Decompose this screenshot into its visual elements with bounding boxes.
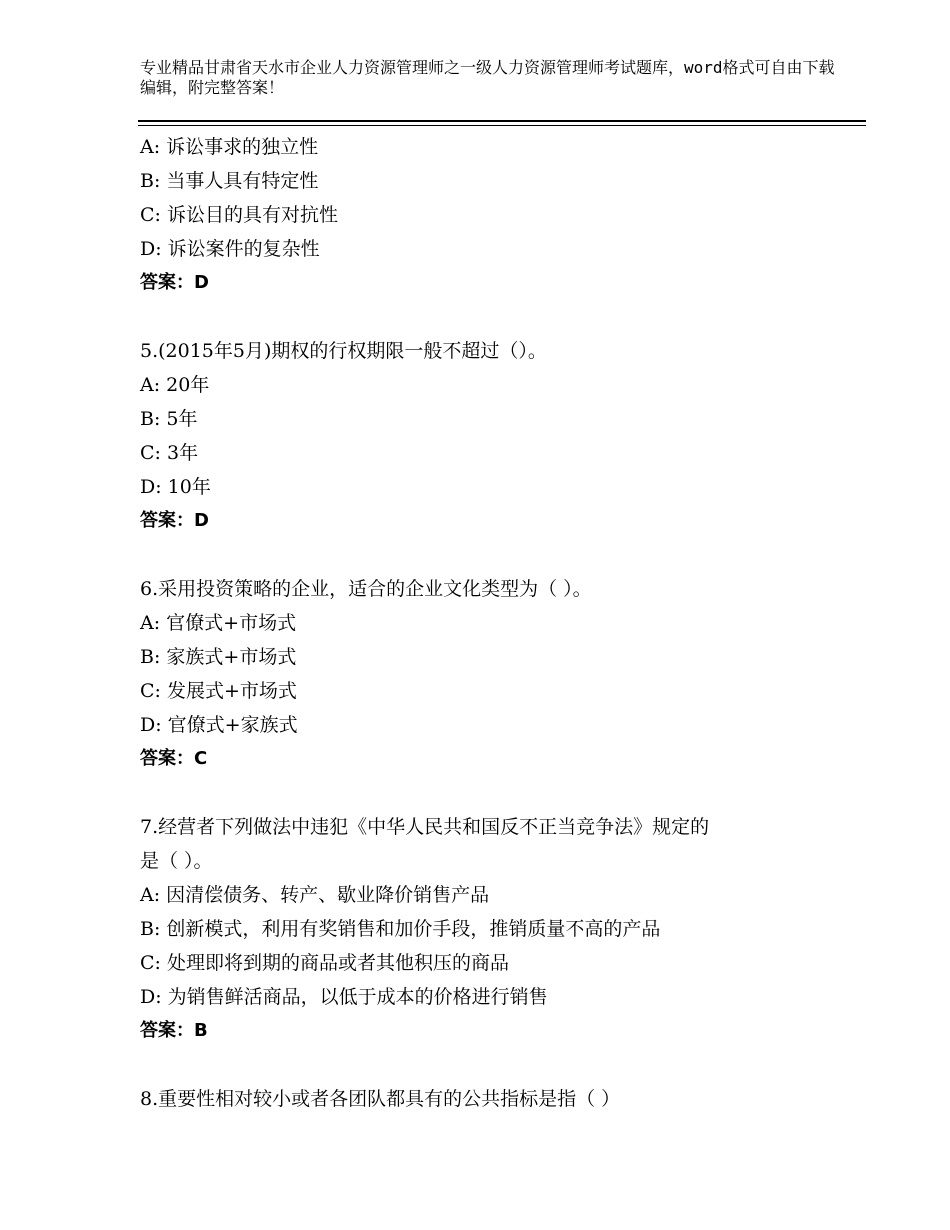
option-c: C: 3年 — [140, 442, 199, 464]
option-a: A: 20年 — [140, 374, 210, 396]
spacer — [140, 776, 840, 810]
question-stem: 6.采用投资策略的企业，适合的企业文化类型为（ ）。 — [140, 578, 592, 600]
spacer — [140, 300, 840, 334]
question-6 — [140, 572, 840, 776]
question-5 — [140, 334, 840, 538]
answer-label: 答案：D — [140, 510, 209, 531]
option-c: C: 诉讼目的具有对抗性 — [140, 204, 338, 226]
spacer — [140, 538, 840, 572]
option-c: C: 处理即将到期的商品或者其他积压的商品 — [140, 952, 509, 974]
option-c: C: 发展式+市场式 — [140, 680, 297, 702]
question-stem-line-1: 7.经营者下列做法中违犯《中华人民共和国反不正当竞争法》规定的 — [140, 816, 710, 838]
option-b: B: 当事人具有特定性 — [140, 170, 319, 192]
option-b: B: 创新模式，利用有奖销售和加价手段，推销质量不高的产品 — [140, 918, 661, 940]
question-7 — [140, 810, 840, 1048]
option-d: D: 为销售鲜活商品，以低于成本的价格进行销售 — [140, 986, 548, 1008]
option-a: A: 因清偿债务、转产、歇业降价销售产品 — [140, 884, 490, 906]
question-8 — [140, 1082, 840, 1116]
option-d: D: 诉讼案件的复杂性 — [140, 238, 320, 260]
question-block-prev — [140, 130, 840, 300]
option-d: D: 10年 — [140, 476, 211, 498]
option-b: B: 5年 — [140, 408, 198, 430]
document-body — [140, 130, 840, 1116]
option-a: A: 诉讼事求的独立性 — [140, 136, 319, 158]
option-a: A: 官僚式+市场式 — [140, 612, 297, 634]
answer-label: 答案：B — [140, 1020, 208, 1041]
option-b: B: 家族式+市场式 — [140, 646, 297, 668]
header-divider — [138, 120, 866, 126]
question-stem: 5.(2015年5月)期权的行权期限一般不超过（）。 — [140, 340, 547, 362]
question-stem-line-2: 是（ ）。 — [140, 850, 213, 872]
answer-label: 答案：D — [140, 272, 209, 293]
question-stem: 8.重要性相对较小或者各团队都具有的公共指标是指（ ） — [140, 1088, 621, 1110]
answer-label: 答案：C — [140, 748, 208, 769]
option-d: D: 官僚式+家族式 — [140, 714, 298, 736]
spacer — [140, 1048, 840, 1082]
document-header: 专业精品甘肃省天水市企业人力资源管理师之一级人力资源管理师考试题库，word格式可自由下载编辑，附完整答案！ — [140, 58, 835, 97]
